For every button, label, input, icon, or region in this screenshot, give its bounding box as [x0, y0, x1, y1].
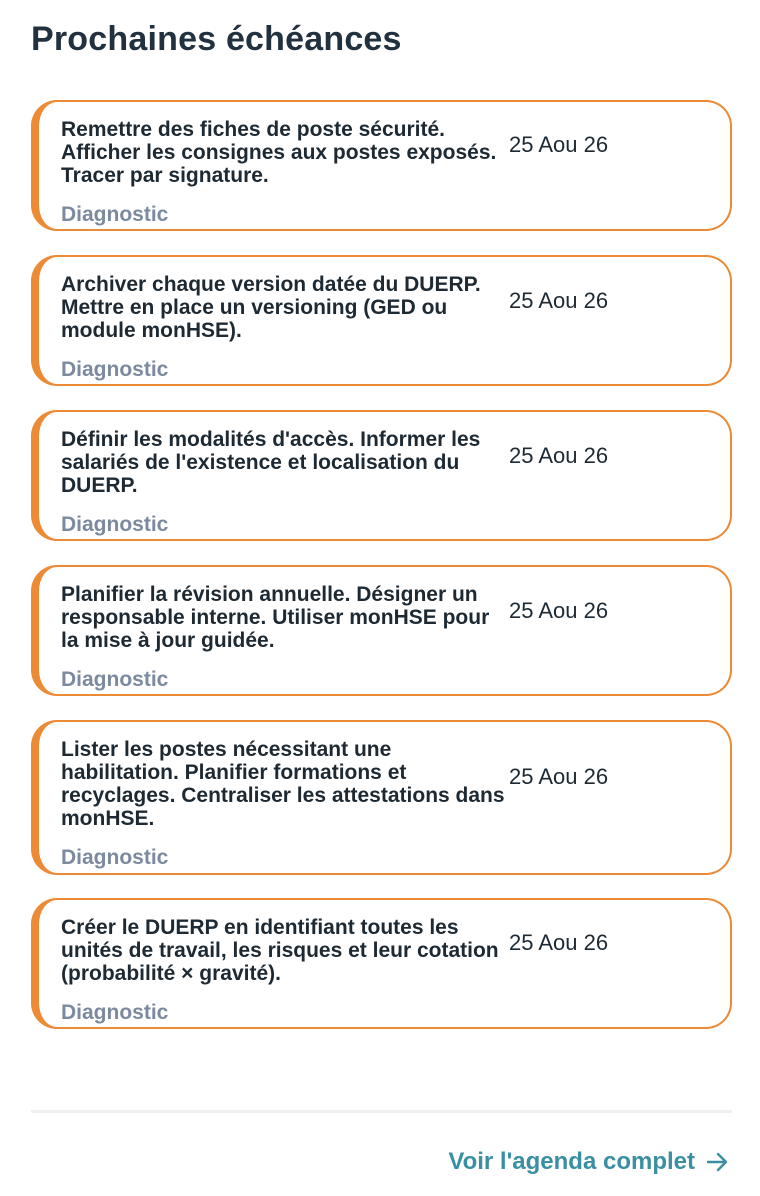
arrow-right-icon [707, 1152, 729, 1172]
deadline-text: Planifier la révision annuelle. Désigner un responsable interne. Utiliser monHSE pour la mise à jour guidée. [61, 583, 490, 652]
deadline-card[interactable] [31, 255, 732, 386]
deadline-date: 25 Aou 26 [509, 132, 609, 157]
deadline-date: 25 Aou 26 [509, 930, 609, 955]
deadline-date: 25 Aou 26 [509, 288, 609, 313]
deadline-text: Définir les modalités d'accès. Informer les salariés de l'existence et localisation du DUERP. [61, 428, 481, 497]
deadline-text: Lister les postes nécessitant une habilitation. Planifier formations et recyclages. Centraliser les attestations dans monHSE. [61, 738, 505, 830]
deadline-card[interactable] [31, 720, 732, 875]
agenda-link-label: Voir l'agenda complet [448, 1148, 695, 1175]
deadline-category-tag: Diagnostic [61, 668, 169, 691]
deadline-date: 25 Aou 26 [509, 598, 609, 623]
deadline-category-tag: Diagnostic [61, 358, 169, 381]
deadline-card[interactable] [31, 898, 732, 1029]
deadline-card[interactable] [31, 410, 732, 541]
deadline-category-tag: Diagnostic [61, 203, 169, 226]
divider [31, 1110, 732, 1113]
page-title: Prochaines échéances [31, 20, 402, 58]
deadline-category-tag: Diagnostic [61, 513, 169, 536]
deadline-text: Créer le DUERP en identifiant toutes les unités de travail, les risques et leur cotation (probabilité × gravité). [61, 916, 499, 985]
deadline-date: 25 Aou 26 [509, 443, 609, 468]
deadline-text: Remettre des fiches de poste sécurité. Afficher les consignes aux postes exposés. Tracer par signature. [61, 118, 497, 187]
deadline-text: Archiver chaque version datée du DUERP. Mettre en place un versioning (GED ou module monHSE). [61, 273, 481, 342]
deadline-date: 25 Aou 26 [509, 764, 609, 789]
deadline-category-tag: Diagnostic [61, 846, 169, 869]
deadline-card[interactable] [31, 565, 732, 696]
deadline-category-tag: Diagnostic [61, 1001, 169, 1024]
view-full-agenda-link[interactable] [448, 1148, 729, 1176]
deadline-card[interactable] [31, 100, 732, 231]
